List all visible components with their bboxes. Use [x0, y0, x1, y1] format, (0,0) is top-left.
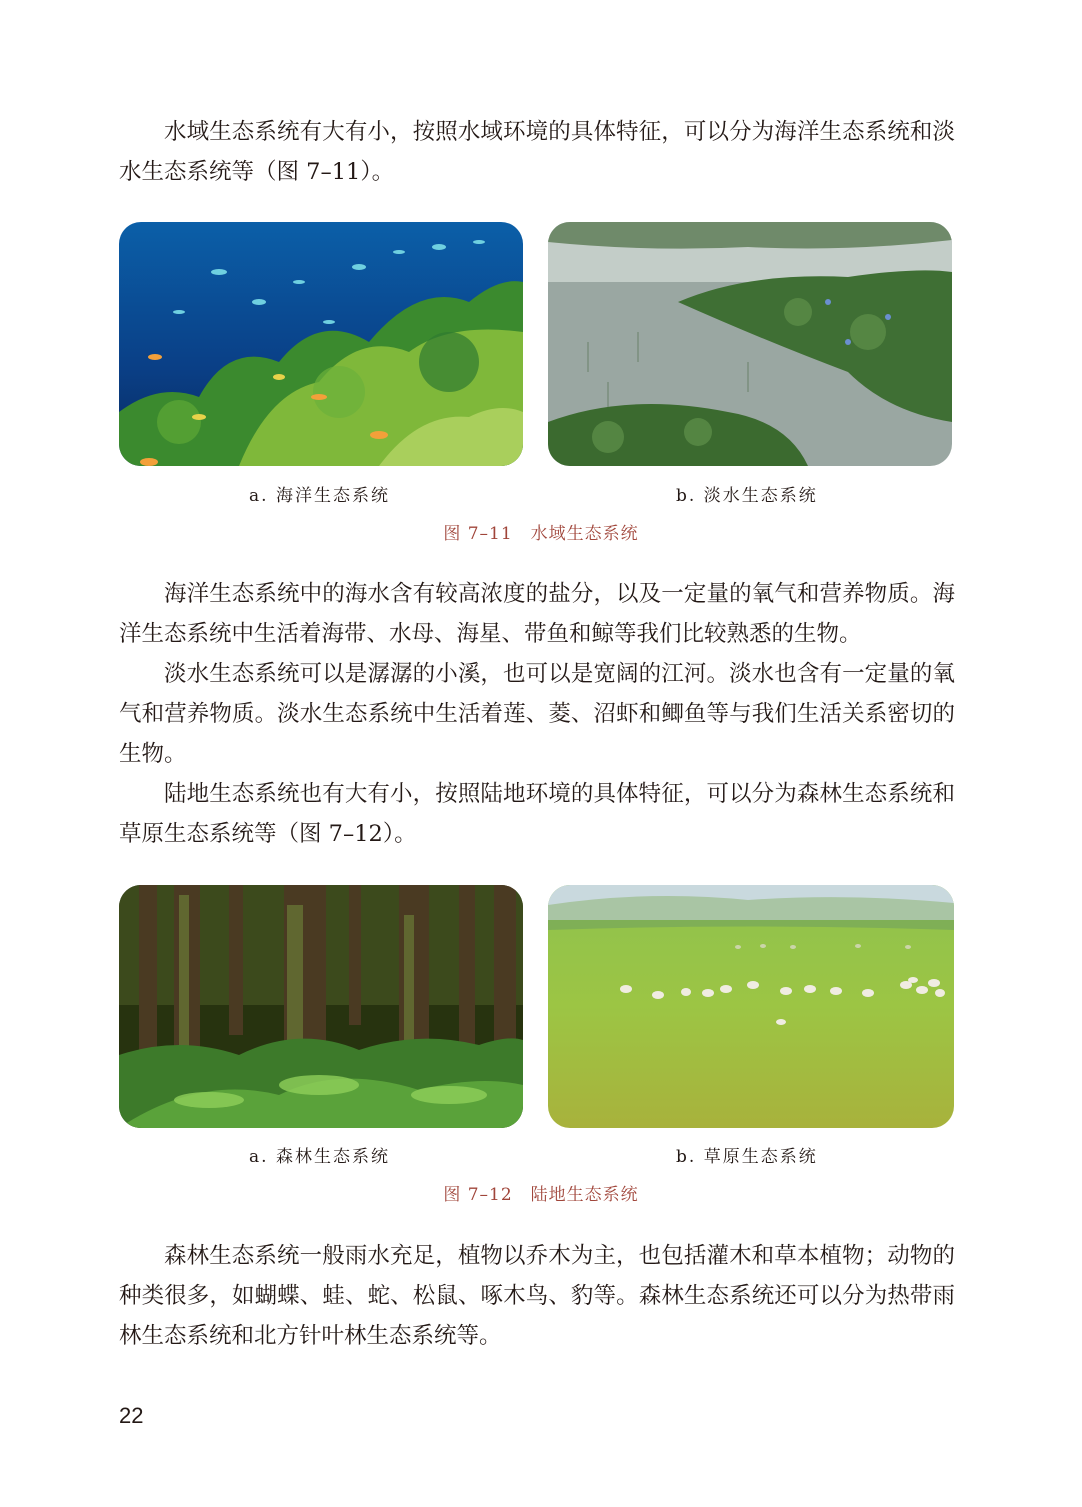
photo-freshwater-ecosystem — [548, 222, 952, 466]
figure-caption-7-12 — [0, 1180, 1082, 1205]
caption-freshwater-ecosystem: b. 淡水生态系统 — [676, 486, 818, 506]
figure-number: 图 7–12 — [443, 1185, 513, 1205]
paragraph-freshwater-ecosystem: 淡水生态系统可以是潺潺的小溪，也可以是宽阔的江河。淡水也含有一定量的氧气和营养物质。淡水生态系统中生活着莲、菱、沼虾和鲫鱼等与我们生活关系密切的生物。 — [119, 661, 955, 767]
caption-grassland-ecosystem: b. 草原生态系统 — [676, 1147, 818, 1167]
figure-caption-7-11 — [0, 519, 1082, 544]
photo-grassland-ecosystem — [548, 885, 954, 1128]
caption-marine-ecosystem: a. 海洋生态系统 — [249, 486, 390, 506]
paragraph-water-ecosystems: 水域生态系统有大有小，按照水域环境的具体特征，可以分为海洋生态系统和淡水生态系统等（图 7–11）。 — [119, 119, 955, 185]
paragraph-marine-ecosystem: 海洋生态系统中的海水含有较高浓度的盐分，以及一定量的氧气和营养物质。海洋生态系统中生活着海带、水母、海星、带鱼和鲸等我们比较熟悉的生物。 — [119, 581, 955, 647]
photo-marine-ecosystem — [119, 222, 523, 466]
paragraph-forest-ecosystem: 森林生态系统一般雨水充足，植物以乔木为主，也包括灌木和草本植物；动物的种类很多，如蝴蝶、蛙、蛇、松鼠、啄木鸟、豹等。森林生态系统还可以分为热带雨林生态系统和北方针叶林生态系统等。 — [119, 1243, 955, 1349]
figure-title: 陆地生态系统 — [530, 1185, 639, 1205]
figure-number: 图 7–11 — [443, 524, 513, 544]
photo-forest-ecosystem — [119, 885, 523, 1128]
paragraph-land-ecosystems: 陆地生态系统也有大有小，按照陆地环境的具体特征，可以分为森林生态系统和草原生态系统等（图 7–12）。 — [119, 781, 955, 847]
figure-title: 水域生态系统 — [530, 524, 639, 544]
caption-forest-ecosystem: a. 森林生态系统 — [249, 1147, 390, 1167]
page-number: 22 — [119, 1403, 144, 1428]
